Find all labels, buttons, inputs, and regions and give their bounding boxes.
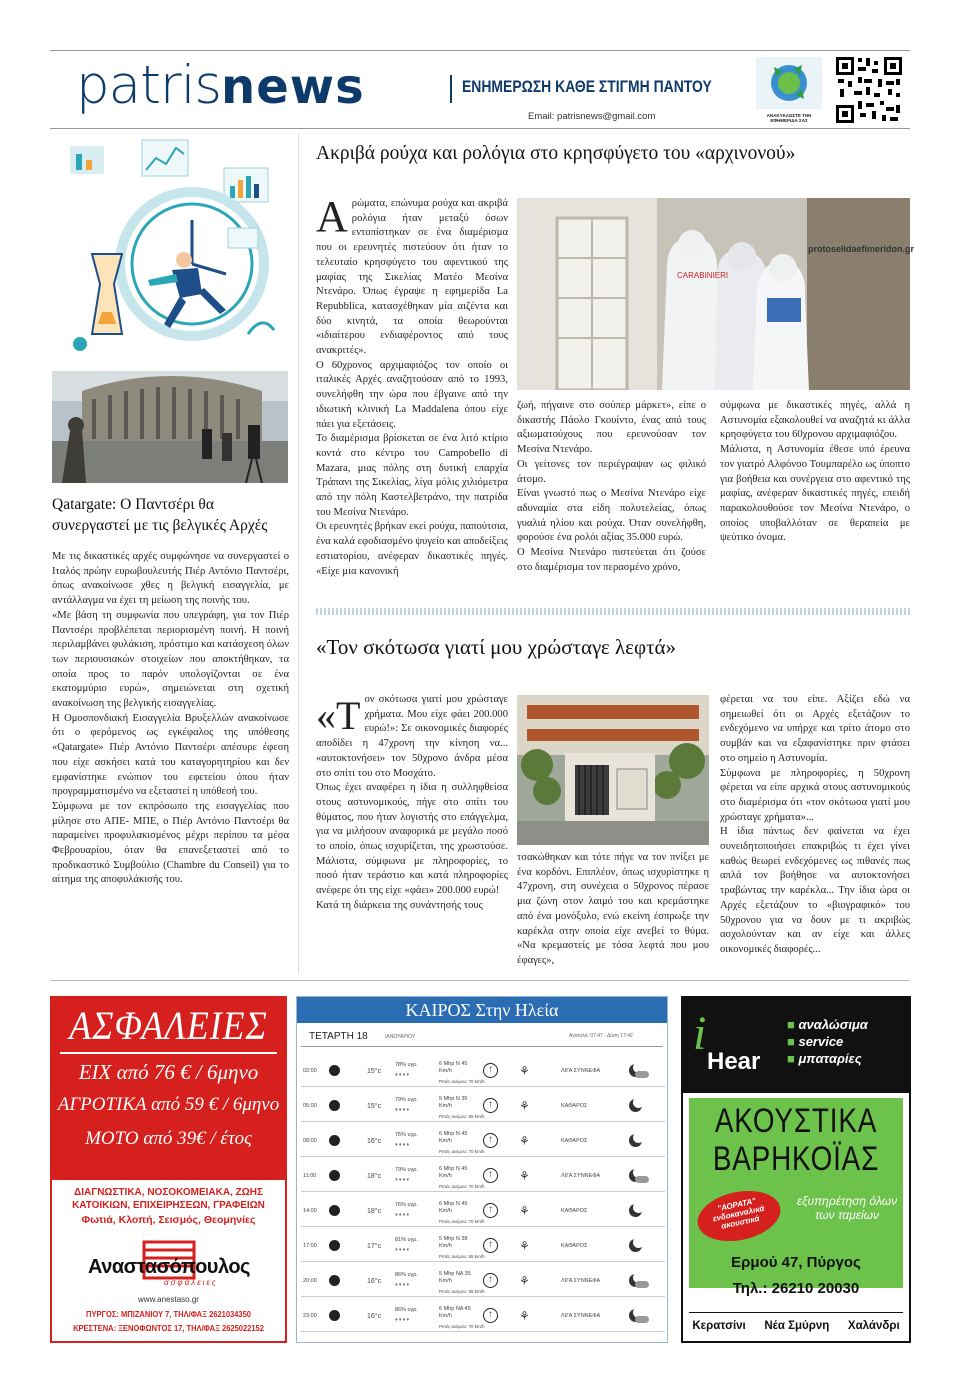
wind-arrow-icon: ↑ bbox=[483, 1238, 498, 1253]
weather-time: 17:00 bbox=[303, 1243, 317, 1249]
ihear-i: i bbox=[693, 1007, 707, 1060]
wind-arrow-icon: ↑ bbox=[483, 1273, 498, 1288]
weather-wind: 5 Mhp N 38 Km/h bbox=[439, 1236, 468, 1249]
weather-humidity: 86% υγρ. bbox=[395, 1272, 418, 1278]
bullet-batteries: μπαταρίες bbox=[798, 1051, 862, 1066]
weather-gust: Ριπές ανέμου: 70 km/h bbox=[439, 1219, 485, 1224]
mafia-paragraph: Το διαμέρισμα βρίσκεται σε ένα λιτό κτίριο κοντά στο κέντρο του Campobello di Mazara, μιας πόλης στη δυτική επαρχία Τράπανι της Σικελίας, λίγα μόλις χιλιόμετρα από την πόλη Καστελβετράνο, την πατρίδα του Μεσίνα Ντενάρο. bbox=[316, 433, 508, 518]
hearing-title-1: ΑΚΟΥΣΤΙΚΑ bbox=[714, 1102, 878, 1140]
weather-gust: Ριπές ανέμου: 70 km/h bbox=[439, 1149, 485, 1154]
moon-icon bbox=[329, 1275, 340, 1286]
weather-temp: 16°c bbox=[367, 1278, 382, 1285]
weather-humidity: 78% υγρ. bbox=[395, 1062, 418, 1068]
weather-temp: 15°c bbox=[367, 1068, 382, 1075]
qatargate-paragraph: Με τις δικαστικές αρχές συμφώνησε να συνεργαστεί ο Ιταλός πρώην ευρωβουλευτής Πιέρ Αντόνιο Παντσέρι, όπως ανακοίνωσε χθες η βελγική εισαγγελία, με αντάλλαγμα να έχει τη μείωση της ποινής του. bbox=[52, 551, 289, 607]
weather-time: 20:00 bbox=[303, 1278, 317, 1284]
branch-keratsini: Κερατσίνι bbox=[692, 1320, 746, 1332]
weather-gust: Ριπές ανέμου: 55 km/h bbox=[439, 1254, 485, 1259]
wind-arrow-icon: ↑ bbox=[483, 1308, 498, 1323]
partly-cloudy-night-icon bbox=[627, 1273, 649, 1289]
weather-table bbox=[297, 1057, 669, 1337]
wind-turbine-icon: ⚘ bbox=[519, 1204, 530, 1218]
qatargate-paragraph: Η Ομοσπονδιακή Εισαγγελία Βρυξελλών ανακοίνωσε ότι ο φερόμενος ως εγκέφαλος της υπόθεσης «Qatargate» Πιέρ Αντόνιο Παντσέρι απέσυρε έφεση που είχε ασκήσει κατά του καταγορητηρίου και δεν εμφανίστηκε ενώπιον του εφετείου όπου ήταν προγραμματισμένο να εξεταστεί η υπόθεσή του. bbox=[52, 712, 289, 798]
weather-month: ΙΑΝΟΥΑΡΙΟΥ bbox=[385, 1034, 416, 1040]
insurance-brand-sub: ασφάλειες bbox=[164, 1278, 218, 1287]
wind-turbine-icon: ⚘ bbox=[519, 1239, 530, 1253]
wind-arrow-icon: ↑ bbox=[483, 1063, 498, 1078]
moon-icon bbox=[329, 1170, 340, 1181]
mafia-paragraph: Είναι γνωστό πως ο Μεσίνα Ντενάρο είχε αδυναμία στα είδη πολυτελείας, όπως γυαλιά ηλίου και ρούχα. Όταν συνελήφθη, φορούσε ένα ρολόι αξίας 35.000 ευρώ. bbox=[517, 488, 706, 544]
forensics-photo bbox=[517, 198, 910, 390]
weather-gust: Ριπές ανέμου: 55 km/h bbox=[439, 1114, 485, 1119]
logo-bold: news bbox=[221, 59, 365, 115]
wind-arrow-icon: ↑ bbox=[483, 1098, 498, 1113]
clear-night-icon bbox=[627, 1238, 649, 1254]
moon-icon bbox=[329, 1310, 340, 1321]
weather-time: 08:00 bbox=[303, 1138, 317, 1144]
insurance-web[interactable]: www.anestaso.gr bbox=[138, 1295, 199, 1304]
weather-gust: Ριπές ανέμου: 55 km/h bbox=[439, 1289, 485, 1294]
wind-turbine-icon: ⚘ bbox=[519, 1274, 530, 1288]
hearing-title-2: ΒΑΡΗΚΟΪΑΣ bbox=[712, 1140, 880, 1178]
article-separator bbox=[316, 608, 910, 615]
ihear-logo bbox=[693, 1006, 773, 1088]
mafia-col-1 bbox=[316, 197, 508, 587]
weather-row bbox=[297, 1302, 669, 1332]
weather-row bbox=[297, 1267, 669, 1297]
rain-drops-icon: ♦♦♦♦ bbox=[395, 1212, 411, 1218]
murder-paragraph: τσακώθηκαν και τότε πήγε να τον πνίξει με ένα κορδόνι. Επιπλέον, όπως ισχυρίστηκε η 47χρονη, στη συνέχεια ο 50χρονος πέρασε μια ζώνη στον λαιμό του και κρεμάστηκε από ένα μονόξυλο, ενώ εκείνη έσπρωξε την καρέκλα στην οποία είχε ανεβεί το θύμα. «Να κρεμαστείς με τόσα λεφτά που μου έφαγες», bbox=[517, 852, 709, 966]
rain-drops-icon: ♦♦♦♦ bbox=[395, 1247, 411, 1253]
rain-drops-icon: ♦♦♦♦ bbox=[395, 1317, 411, 1323]
mafia-paragraph: ζωή, πήγαινε στο σούπερ μάρκετ», είπε ο δικαστής Πάολο Γκουίντο, ένας από τους αξιωματούχους που ερευνούσαν τον Μεσίνα Ντενάρο. bbox=[517, 400, 706, 456]
ihear-bullets: ■ αναλώσιμα ■ service ■ μπαταρίες bbox=[787, 1017, 868, 1066]
insurance-moto-price: ΜΟΤΟ από 39€ / έτος bbox=[85, 1128, 252, 1149]
recycle-text: ΑΝΑΚΥΚΛΩΣΤΕ ΤΗΝ ΕΦΗΜΕΡΙΔΑ ΣΑΣ bbox=[766, 113, 812, 123]
insurance-farm-price: ΑΓΡΟΤΙΚΑ από 59 € / 6μηνο bbox=[57, 1094, 280, 1115]
hearing-service: εξυπηρέτηση όλων των ταμείων bbox=[796, 1194, 898, 1222]
murder-col-1 bbox=[316, 693, 508, 978]
rain-drops-icon: ♦♦♦♦ bbox=[395, 1282, 411, 1288]
weather-sky: ΚΑΘΑΡΟΣ bbox=[561, 1138, 588, 1144]
forensic-officers-photo bbox=[517, 198, 910, 390]
hearing-branches bbox=[683, 1320, 909, 1332]
murder-paragraph: Η ίδια πάντως δεν φαίνεται να έχει συνειδητοποιήσει επακριβώς τι έχει γίνει καθώς θεωρεί ενδεχόμενες ως πιθανές πως απλά τον βοήθησε να αυτοκτονήσει τραβώντας την καρέκλα... Την ίδια ώρα οι Αρχές εξετάζουν το «βιογραφικό» του 50χρονου για να δουν με τι ακριβώς ασχολούνταν και αν είχε και άλλες οικονομικές διαφορές... bbox=[720, 826, 910, 955]
partly-cloudy-night-icon bbox=[627, 1168, 649, 1184]
insurance-address-1: ΠΥΡΓΟΣ: ΜΠΙΖΑΝΙΟΥ 7, ΤΗΛ/ΦΑΞ 2621034350 bbox=[86, 1310, 251, 1319]
weather-time: 02:00 bbox=[303, 1068, 317, 1074]
weather-gust: Ριπές ανέμου: 70 km/h bbox=[439, 1184, 485, 1189]
recycle-badge bbox=[756, 57, 822, 123]
weather-wind: 6 Mhp N 45 Km/h bbox=[439, 1166, 468, 1179]
wind-turbine-icon: ⚘ bbox=[519, 1169, 530, 1183]
insurance-brand: Αναστασόπουλος bbox=[88, 1256, 250, 1278]
column-divider bbox=[298, 134, 299, 974]
weather-sky: ΚΑΘΑΡΟΣ bbox=[561, 1208, 588, 1214]
wind-turbine-icon: ⚘ bbox=[519, 1099, 530, 1113]
mafia-paragraph: Οι γείτονες τον περιέγραψαν ως φιλικό άτομο. bbox=[517, 458, 706, 485]
mafia-paragraph: Ο 60χρονος αρχιμαφιόζος τον οποίο οι ιταλικές Αρχές αναζητούσαν από το 1993, συνελήφθη την ώρα που έβγαινε από την ιδιωτική κλινική La Maddalena όπου είχε πάει για εξετάσεις. bbox=[316, 359, 508, 430]
weather-humidity: 75% υγρ. bbox=[395, 1132, 418, 1138]
moon-icon bbox=[329, 1205, 340, 1216]
svg-text:CARABINIERI: CARABINIERI bbox=[677, 271, 729, 280]
wind-arrow-icon: ↑ bbox=[483, 1203, 498, 1218]
slogan-divider bbox=[450, 75, 452, 103]
weather-sky: ΚΑΘΑΡΟΣ bbox=[561, 1243, 588, 1249]
weather-row bbox=[297, 1232, 669, 1262]
weather-humidity: 86% υγρ. bbox=[395, 1307, 418, 1313]
weather-wind: 6 Mhp N 45 Km/h bbox=[439, 1061, 468, 1074]
qr-code bbox=[834, 55, 904, 125]
weather-sky: ΚΑΘΑΡΟΣ bbox=[561, 1103, 588, 1109]
weather-wind: 6 Mhp NA 45 Km/h bbox=[439, 1306, 471, 1319]
mafia-dropcap: Α bbox=[316, 197, 348, 241]
weather-row bbox=[297, 1162, 669, 1192]
bullet-service: service bbox=[798, 1034, 844, 1049]
qatargate-paragraph: «Με βάση τη συμφωνία που υπεγράφη, για τον Πιέρ Παντσέρι προβλέπεται περιορισμένη ποινή. Η ποινή περιλαμβάνει φυλάκιση, πρόστιμο και κατάσχεση όλων των περιουσιακών στοιχείων που αποκτήθηκαν, τα οποία προς το παρόν υπολογίζονται σε ένα εκατομμύριο ευρώ», σημειώνεται στη σχετική ανακοίνωση της βελγικής εισαγγελίας. bbox=[52, 609, 289, 710]
murder-paragraph: Κατά τη διάρκεια της συνάντησής τους bbox=[316, 899, 483, 911]
mafia-col-2 bbox=[517, 399, 706, 589]
murder-dropcap: «Τ bbox=[316, 693, 361, 738]
murder-col-3 bbox=[720, 693, 910, 976]
insurance-logo bbox=[74, 1238, 264, 1292]
weather-row bbox=[297, 1127, 669, 1157]
weather-humidity: 79% υγρ. bbox=[395, 1167, 418, 1173]
recycle-icon bbox=[756, 57, 822, 109]
moon-icon bbox=[329, 1065, 340, 1076]
eu-building-photo bbox=[52, 371, 288, 483]
insurance-ad[interactable] bbox=[50, 996, 287, 1343]
slogan: ΕΝΗΜΕΡΩΣΗ ΚΑΘΕ ΣΤΙΓΜΗ ΠΑΝΤΟΥ bbox=[462, 77, 712, 96]
qatargate-body bbox=[52, 550, 289, 960]
murder-headline: «Τον σκότωσα γιατί μου χρώσταγε λεφτά» bbox=[316, 635, 677, 659]
apartment-building-photo bbox=[517, 695, 709, 845]
weather-sky: ΛΙΓΑ ΣΥΝΝΕΦΑ bbox=[561, 1173, 601, 1179]
insurance-title: ΑΣΦΑΛΕΙΕΣ bbox=[69, 1003, 268, 1048]
mafia-paragraph: ρώματα, επώνυμα ρούχα και ακριβά ρολόγια ήταν μεταξύ όσων εντοπίστηκαν σε ένα διαμέρισμα που οι ερευνητές πιστεύουν ότι ήταν το τελευταίο κρησφύγετο του αφεντικού της μαφίας της Σικελίας Ματέο Μεσίνα Ντενάρο. Όπως έγραψε η εφημερίδα La Repubblica, κατασχέθηκαν μία αιζέντα και δύο κινητά, τα οποία θεωρούνται «ιδιαίτερου ενδιαφέροντος από τους ανακριτές». bbox=[316, 198, 508, 357]
masthead-email: Email: patrisnews@gmail.com bbox=[528, 111, 656, 122]
mafia-paragraph: Μάλιστα, η Αστυνομία έθεσε υπό έρευνα τον γιατρό Αλφόνσο Τουμπαρέλο ως ύποπτο για βοήθεια και συνέργεια στο αφεντικό της μαφίας, ανέφεραν δικαστικές πηγές, επειδή παρακολουθούσε τον Μεσίνα Ντενάρο, ο οποίος υποβαλλόταν σε θεραπεία με ψεύτικο όνομα. bbox=[720, 444, 910, 544]
murder-col-2 bbox=[517, 851, 709, 976]
weather-row bbox=[297, 1057, 669, 1087]
weather-widget bbox=[296, 996, 668, 1343]
weather-sky: ΛΙΓΑ ΣΥΝΝΕΦΑ bbox=[561, 1313, 601, 1319]
logo-light: patris bbox=[76, 55, 222, 116]
ihear-brand-text: Hear bbox=[707, 1048, 761, 1075]
watermark: protoselidaefimeridon.gr bbox=[808, 244, 915, 254]
weather-time: 23:00 bbox=[303, 1313, 317, 1319]
wind-turbine-icon: ⚘ bbox=[519, 1309, 530, 1323]
branch-nea-smyrni: Νέα Σμύρνη bbox=[764, 1320, 830, 1332]
weather-temp: 18°c bbox=[367, 1173, 382, 1180]
hearing-phone[interactable]: Τηλ.: 26210 20030 bbox=[732, 1280, 860, 1297]
insurance-car-price: ΕΙΧ από 76 € / 6μηνο bbox=[78, 1060, 259, 1084]
hearing-badge: "ΑΟΡΑΤΑ" ενδοκαναλικά ακουστικά bbox=[693, 1184, 785, 1248]
weather-wind: 6 Mhp N 45 Km/h bbox=[439, 1201, 468, 1214]
bullet-consumables: αναλώσιμα bbox=[798, 1017, 868, 1032]
weather-wind: 5 Mhp N 35 Km/h bbox=[439, 1096, 468, 1109]
murder-paragraph: Σύμφωνα με πληροφορίες, η 50χρονη φέρεται να είπε αρχικά στους αστυνομικούς στο διαμέρισμα ότι «τον σκότωσα γιατί μου χρώσταγε χρήματα»... bbox=[720, 767, 910, 823]
mafia-headline: Ακριβά ρούχα και ρολόγια στο κρησφύγετο του «αρχινονού» bbox=[316, 143, 796, 164]
qatargate-photo bbox=[52, 371, 288, 483]
rain-drops-icon: ♦♦♦♦ bbox=[395, 1142, 411, 1148]
mafia-paragraph: Οι ερευνητές βρήκαν εκεί ρούχα, παπούτσια, ένα καλά εφοδιασμένο ψυγείο και αποδείξεις εστιατορίου, ανέφεραν δικαστικές πηγές. «Είχε μια κανονική bbox=[316, 521, 508, 577]
clear-night-icon bbox=[627, 1098, 649, 1114]
mafia-col-3 bbox=[720, 399, 910, 589]
weather-sky: ΛΙΓΑ ΣΥΝΝΕΦΑ bbox=[561, 1278, 601, 1284]
partly-cloudy-night-icon bbox=[627, 1308, 649, 1324]
masthead bbox=[50, 51, 910, 127]
hearing-ad[interactable] bbox=[681, 996, 911, 1343]
weather-temp: 18°c bbox=[367, 1208, 382, 1215]
moon-icon bbox=[329, 1240, 340, 1251]
mafia-paragraph: Ο Μεσίνα Ντενάρο πιστεύεται ότι ζούσε στο διαμέρισμα τον περασμένο χρόνο, bbox=[517, 547, 706, 573]
wind-turbine-icon: ⚘ bbox=[519, 1064, 530, 1078]
wind-turbine-icon: ⚘ bbox=[519, 1134, 530, 1148]
qr-icon bbox=[834, 55, 904, 125]
insurance-address-2: ΚΡΕΣΤΕΝΑ: ΞΕΝΟΦΩΝΤΟΣ 17, ΤΗΛ/ΦΑΞ 2625022152 bbox=[73, 1324, 264, 1333]
weather-gust: Ριπές ανέμου: 70 km/h bbox=[439, 1079, 485, 1084]
mafia-paragraph: σύμφωνα με δικαστικές πηγές, αλλά η Αστυνομία εξακολουθεί να αναζητά κι άλλα κρησφύγετα του 60χρονου αρχιμαφιόζου. bbox=[720, 400, 910, 441]
house-photo bbox=[517, 695, 709, 845]
weather-wind: 6 Mhp N 45 Km/h bbox=[439, 1131, 468, 1144]
time-management-illustration bbox=[52, 134, 288, 366]
murder-paragraph: φέρεται να του είπε. Αξίζει εδώ να σημειωθεί ότι οι Αρχές εξετάζουν το ενδεχόμενο να υπήρχε και τρίτο άτομο στο συμβάν και να εξαφανίστηκε πριν φτάσει στο σημείο η Αστυνομία. bbox=[720, 694, 910, 764]
weather-temp: 15°c bbox=[367, 1103, 382, 1110]
hearing-address: Ερμού 47, Πύργος bbox=[731, 1254, 861, 1271]
clear-night-icon bbox=[627, 1203, 649, 1219]
rain-drops-icon: ♦♦♦♦ bbox=[395, 1072, 411, 1078]
weather-temp: 16°c bbox=[367, 1313, 382, 1320]
moon-icon bbox=[329, 1100, 340, 1111]
weather-time: 05:00 bbox=[303, 1103, 317, 1109]
weather-sky: ΛΙΓΑ ΣΥΝΝΕΦΑ bbox=[561, 1068, 601, 1074]
weather-sun: Ανατολή: 07:47 - Δύση 17:42 bbox=[569, 1033, 633, 1039]
weather-row bbox=[297, 1092, 669, 1122]
logo bbox=[76, 55, 365, 119]
qatargate-paragraph: Σύμφωνα με τον εκπρόσωπο της εισαγγελίας που μίλησε στο ΑΠΕ- ΜΠΕ, ο Πιέρ Αντόνιο Παντσέρι θα παραμείνει προφυλακισμένος μέχρι περίπου τα μέσα Φεβρουαρίου, όταν θα επανεξεταστεί από το προδικαστικό Συμβούλιο (Chambre du Conseil) για το αίτημα της αποφυλάκισής του. bbox=[52, 800, 289, 886]
rain-drops-icon: ♦♦♦♦ bbox=[395, 1177, 411, 1183]
wind-arrow-icon: ↑ bbox=[483, 1168, 498, 1183]
insurance-services-2: Φωτιά, Κλοπή, Σεισμός, Θεομηνίες bbox=[81, 1214, 256, 1226]
weather-humidity: 76% υγρ. bbox=[395, 1202, 418, 1208]
insurance-services: ΔΙΑΓΝΩΣΤΙΚΑ, ΝΟΣΟΚΟΜΕΙΑΚΑ, ΖΩΗΣ ΚΑΤΟΙΚΙΩΝ, ΕΠΙΧΕΙΡΗΣΕΩΝ, ΓΡΑΦΕΙΩΝ bbox=[72, 1187, 265, 1211]
partly-cloudy-night-icon bbox=[627, 1063, 649, 1079]
wind-arrow-icon: ↑ bbox=[483, 1133, 498, 1148]
weather-day: ΤΕΤΑΡΤΗ 18 bbox=[309, 1031, 368, 1042]
weather-wind: 5 Mhp NA 35 Km/h bbox=[439, 1271, 471, 1284]
moon-icon bbox=[329, 1135, 340, 1146]
infographic-image bbox=[52, 134, 288, 366]
weather-title: ΚΑΙΡΟΣ Στην Ηλεία bbox=[297, 997, 667, 1023]
qatargate-headline: Qatargate: Ο Παντσέρι θα συνεργαστεί με τις βελγικές Αρχές bbox=[52, 496, 268, 534]
murder-paragraph: ον σκότωσα γιατί μου χρώσταγε χρήματα. Μου είχε φάει 200.000 ευρώ!»: Σε οικονομικές διαφορές αποδίδει η 47χρονη την κίνηση να... «αυτοκτονήσει» τον 50χρονο άνδρα μέσα στο σπίτι του στο Μοσχάτο. bbox=[316, 694, 508, 779]
weather-time: 11:00 bbox=[303, 1173, 317, 1179]
weather-gust: Ριπές ανέμου: 70 km/h bbox=[439, 1324, 485, 1329]
clear-night-icon bbox=[627, 1133, 649, 1149]
weather-humidity: 81% υγρ. bbox=[395, 1237, 418, 1243]
branch-chalandri: Χαλάνδρι bbox=[847, 1320, 900, 1332]
murder-paragraph: Όπως έχει αναφέρει η ίδια η συλληφθείσα στους αστυνομικούς, πήγε στο σπίτι του θύματος, που ήταν λογιστής στο επάγγελμα, για να μιλήσουν αναφορικά με μεγάλο ποσό το οποίο, όπως ισχυρίζεται, της χρωστούσε. Μάλιστα, σύμφωνα με πληροφορίες, το ποσό ήταν τεράστιο και κατά πληροφορίες ανέφερε ότι της είχε «φάει» 200.000 ευρώ! bbox=[316, 782, 508, 897]
rain-drops-icon: ♦♦♦♦ bbox=[395, 1107, 411, 1113]
weather-humidity: 79% υγρ. bbox=[395, 1097, 418, 1103]
weather-temp: 16°c bbox=[367, 1138, 382, 1145]
weather-temp: 17°c bbox=[367, 1243, 382, 1250]
weather-time: 14:00 bbox=[303, 1208, 317, 1214]
weather-row bbox=[297, 1197, 669, 1227]
